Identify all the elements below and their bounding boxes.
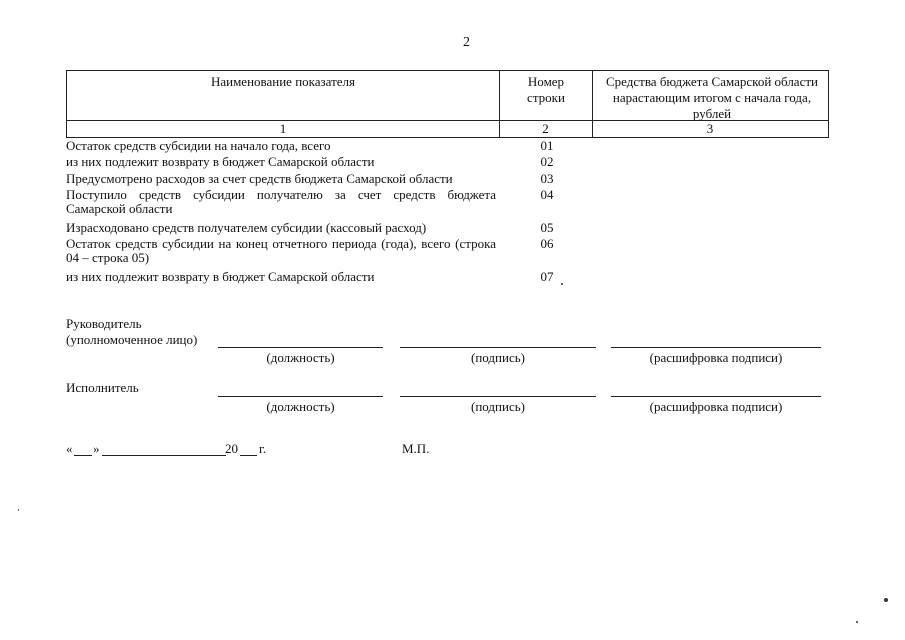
executor-signature-caption: (подпись): [471, 399, 525, 414]
header-number-1: 1: [279, 121, 287, 136]
head-position-line: [218, 347, 383, 348]
stamp-place: М.П.: [402, 441, 430, 456]
header-budget-funds: Средства бюджета Самарской области нарастающим итогом с начала года, рублей: [606, 74, 818, 121]
row-name: Поступило средств субсидии получателю за счет средств бюджета Самарской области: [66, 187, 496, 216]
scan-speck: [856, 621, 858, 623]
executor-signature-line: [400, 396, 596, 397]
row-number: 02: [540, 154, 554, 169]
row-name: из них подлежит возврату в бюджет Самарской области: [66, 154, 375, 169]
row-name: из них подлежит возврату в бюджет Самарской области: [66, 269, 375, 284]
date-year-suffix: г.: [259, 441, 267, 456]
header-row-number: Номер строки: [527, 74, 565, 105]
row-name: Израсходовано средств получателем субсидии (кассовый расход): [66, 220, 427, 235]
head-label-line2: (уполномоченное лицо): [66, 332, 198, 347]
head-signature-line: [400, 347, 596, 348]
date-month-blank: [102, 455, 226, 456]
date-close-quote: »: [93, 441, 100, 456]
date-day-blank: [74, 455, 92, 456]
executor-position-caption: (должность): [266, 399, 335, 414]
row-name: Предусмотрено расходов за счет средств бюджета Самарской области: [66, 171, 453, 186]
date-year-prefix: 20: [225, 441, 238, 456]
scan-speck: [884, 598, 888, 602]
scan-speck: [18, 509, 19, 511]
row-number: 06: [540, 236, 554, 251]
date-year-blank: [240, 455, 257, 456]
head-signature-caption: (подпись): [471, 350, 525, 365]
table-header: [66, 70, 829, 138]
executor-decoding-caption: (расшифровка подписи): [649, 399, 783, 414]
row-name: Остаток средств субсидии на начало года, всего: [66, 138, 331, 153]
row-name: Остаток средств субсидии на конец отчетного периода (года), всего (строка 04 – строка 05): [66, 236, 496, 265]
row-number: 03: [540, 171, 554, 186]
head-position-caption: (должность): [266, 350, 335, 365]
head-label-line1: Руководитель: [66, 316, 142, 331]
header-number-3: 3: [706, 121, 714, 136]
executor-label: Исполнитель: [66, 380, 139, 395]
scan-speck: [561, 283, 563, 285]
row-number: 01: [540, 138, 554, 153]
head-decoding-caption: (расшифровка подписи): [649, 350, 783, 365]
row-number: 05: [540, 220, 554, 235]
executor-position-line: [218, 396, 383, 397]
head-decoding-line: [611, 347, 821, 348]
header-indicator-name: Наименование показателя: [210, 74, 356, 89]
executor-decoding-line: [611, 396, 821, 397]
row-number: 04: [540, 187, 554, 202]
row-number: 07: [540, 269, 554, 284]
date-open-quote: «: [66, 441, 73, 456]
header-number-2: 2: [542, 121, 549, 136]
page-number: 2: [463, 35, 470, 50]
